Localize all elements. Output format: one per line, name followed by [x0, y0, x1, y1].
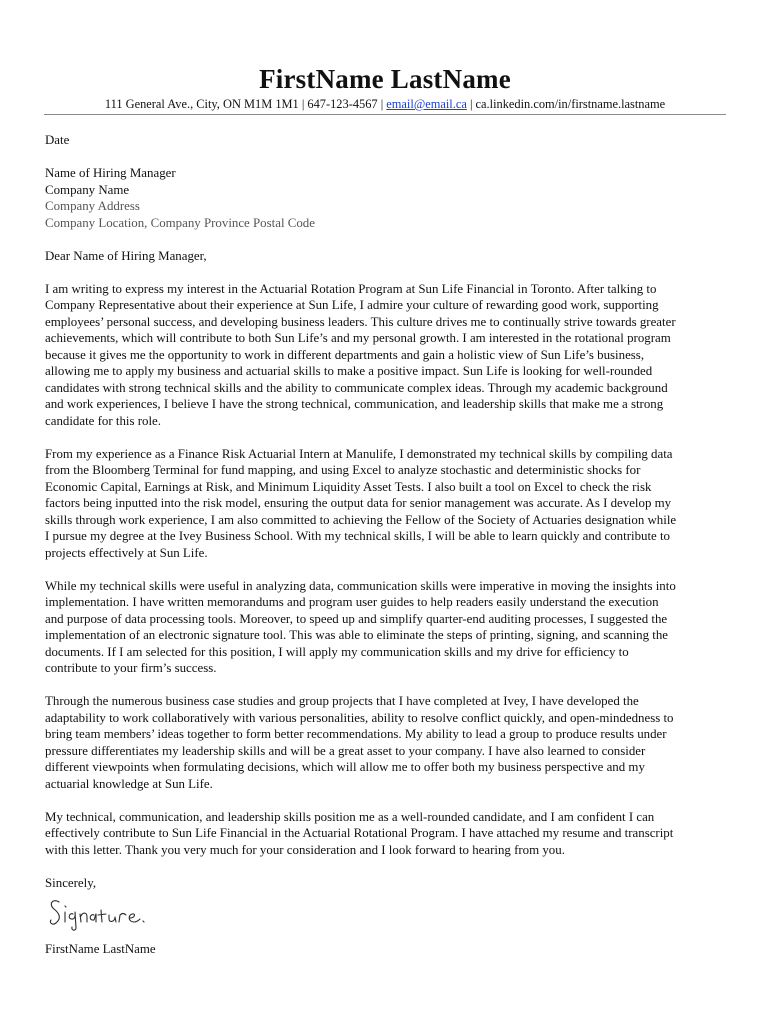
paragraph-2 [45, 446, 725, 562]
contact-address-phone: 111 General Ave., City, ON M1M 1M1 | 647-123-4567 | [104, 97, 387, 111]
paragraph-line: from the Bloomberg Terminal for fund mapping, and using Excel to analyze stochastic and deterministic shocks for [45, 463, 641, 477]
closing: Sincerely, [45, 875, 97, 890]
paragraph-line: documents. If I am selected for this position, I will apply my communication skills and my drive for efficiency to [45, 644, 629, 659]
recipient-address: Company Address [45, 199, 140, 213]
applicant-name: FirstName LastName [259, 64, 511, 94]
paragraph-line: My technical, communication, and leadership skills position me as a well-rounded candidate, and I am confident I can [45, 809, 655, 824]
paragraph-line: because it gives me the opportunity to work in different departments and gain a holistic view of Sun Life’s business, [45, 347, 645, 362]
email-link[interactable]: email@email.ca [386, 97, 467, 111]
paragraph-line: allowing me to apply my business and actuarial skills to make a positive impact. Sun Life is looking for well-rounded [45, 364, 653, 378]
paragraph-line: achievements, which will contribute to both Sun Life’s and my personal growth. I am interested in the rotational program [45, 331, 671, 345]
contact-line [44, 96, 726, 112]
date-line: Date [45, 133, 70, 147]
salutation: Dear Name of Hiring Manager, [45, 248, 207, 263]
recipient-location: Company Location, Company Province Postal Code [45, 215, 315, 230]
paragraph-5 [45, 809, 725, 859]
recipient-manager: Name of Hiring Manager [45, 166, 176, 180]
paragraph-line: actuarial knowledge at Sun Life. [45, 776, 213, 791]
recipient-company: Company Name [45, 182, 130, 197]
paragraph-line: I pursue my degree at the Ivey Business School. With my technical skills, I will be able to learn quickly and contribute to [45, 529, 671, 543]
paragraph-line: factors being inputted into the risk model, ensuring the output data for senior management was accurate. As I develop my [45, 496, 672, 510]
paragraph-line: candidate for this role. [45, 413, 161, 428]
paragraph-line: skills through work experience, I am also committed to achieving the Fellow of the Society of Actuaries designation while [45, 512, 677, 527]
contact-linkedin: | ca.linkedin.com/in/firstname.lastname [466, 97, 666, 111]
paragraph-line: projects effectively at Sun Life. [45, 545, 208, 560]
paragraph-line: implementation. I have written memorandums and program user guides to help readers easily understand the execution [45, 595, 659, 609]
paragraph-line: employees’ personal success, and developing business leaders. This culture drives me to continually strive towards greater [45, 314, 676, 329]
paragraph-line: different viewpoints when formulating decisions, which will allow me to offer both my business perspective and my [45, 760, 645, 774]
paragraph-line: candidates with strong technical skills and the ability to communicate complex ideas. Through my academic background [45, 380, 668, 395]
header-divider [44, 114, 726, 115]
paragraph-line: Through the numerous business case studies and group projects that I have completed at Ivey, I have developed the [45, 694, 639, 708]
paragraph-line: I am writing to express my interest in the Actuarial Rotation Program at Sun Life Financial in Toronto. After talking to [45, 281, 657, 296]
paragraph-3 [45, 578, 725, 677]
paragraph-line: While my technical skills were useful in analyzing data, communication skills were imperative in moving the insights into [45, 578, 676, 593]
paragraph-line: pressure differentiates my leadership skills and will be a great asset to your company. I have also learned to consider [45, 743, 646, 758]
signoff-name: FirstName LastName [45, 941, 156, 956]
paragraph-4 [45, 693, 725, 792]
paragraph-line: adaptability to work collaboratively with various personalities, ability to resolve conflict quickly, and open-mindedness to [45, 710, 674, 725]
paragraph-line: with this letter. Thank you very much for your consideration and I look forward to hearing from you. [45, 842, 565, 857]
paragraph-line: contribute to your firm’s success. [45, 661, 217, 675]
paragraph-line: implementation of an electronic signature tool. This was able to eliminate the steps of printing, signing, and scanning the [45, 628, 669, 642]
paragraph-1 [45, 281, 725, 430]
paragraph-line: Company Representative about their experience at Sun Life, I admire your culture of rewarding good work, supporting [45, 298, 659, 312]
handwritten-signature [45, 890, 155, 932]
paragraph-line: and work experiences, I believe I have the strong technical, communication, and leadership skills that make me a strong [45, 397, 664, 411]
letter-body [45, 132, 725, 957]
paragraph-line: From my experience as a Finance Risk Actuarial Intern at Manulife, I demonstrated my technical skills by compiling data [45, 446, 673, 461]
paragraph-line: and purpose of data processing tools. Moreover, to speed up and simplify quarter-end auditing processes, I suggested the [45, 611, 668, 626]
paragraph-line: Economic Capital, Earnings at Risk, and Minimum Liquidity Asset Tests. I also built a tool on Excel to check the risk [45, 479, 652, 494]
paragraph-line: bring team members’ ideas together to form better recommendations. My ability to lead a group to produce results under [45, 727, 667, 741]
paragraph-line: effectively contribute to Sun Life Financial in the Actuarial Rotational Program. I have attached my resume and transcript [45, 826, 674, 840]
